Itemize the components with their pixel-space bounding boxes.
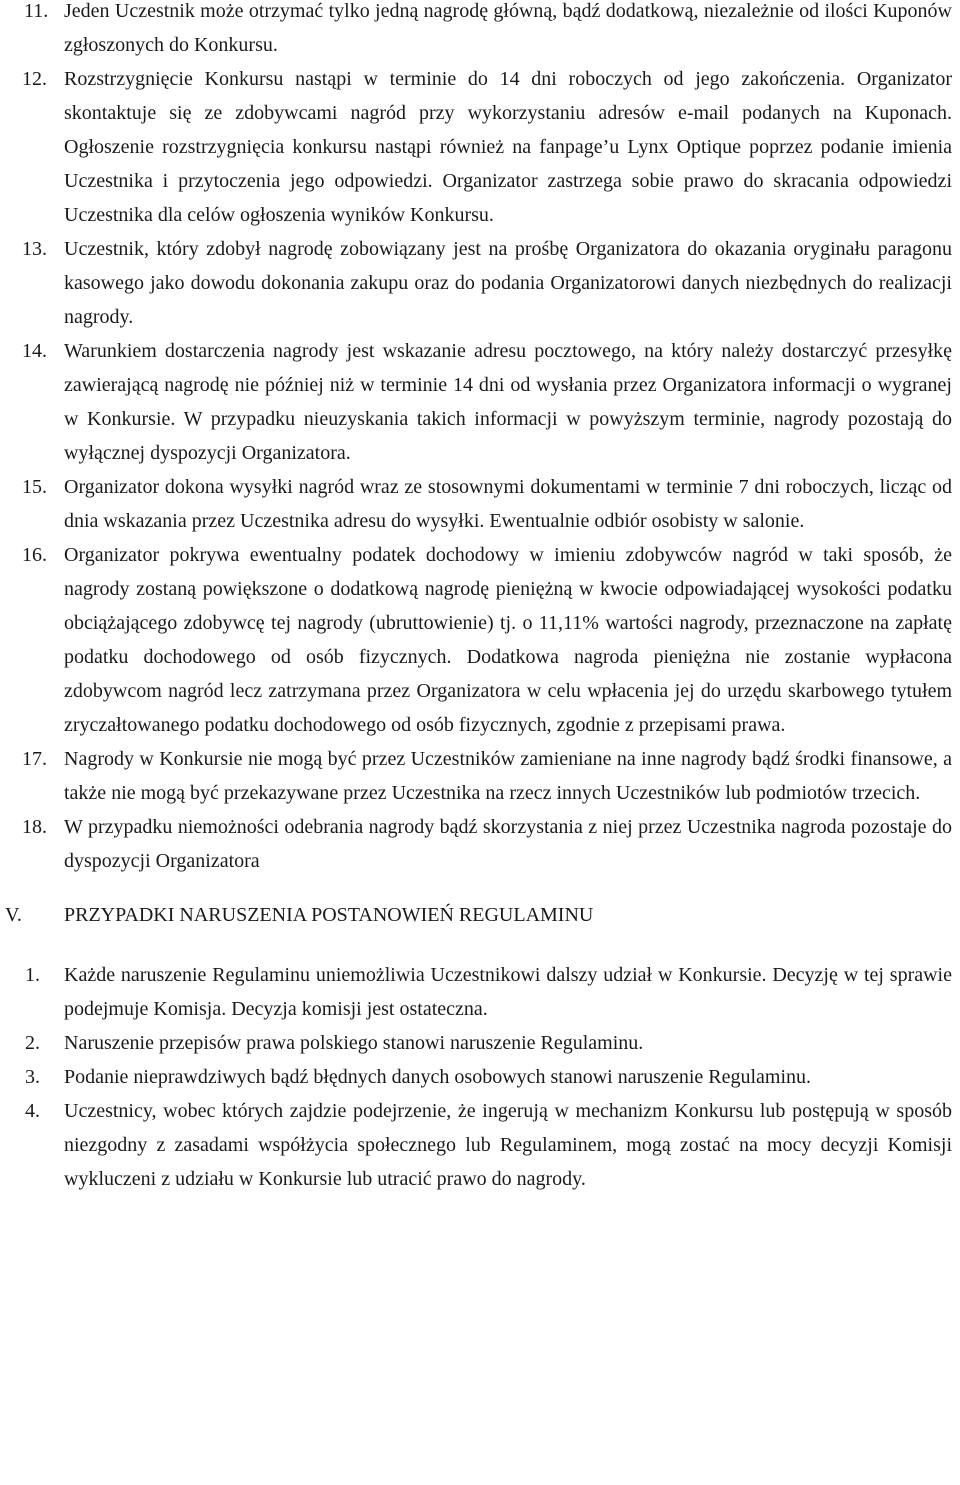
rule-text: Rozstrzygnięcie Konkursu nastąpi w terminie do 14 dni roboczych od jego zakończenia. Organizator skontaktuje się ze zdobywcami nagród przy wykorzystaniu adresów e-mail podanych na Kuponach. Ogłoszenie rozstrzygnięcia konkursu nastąpi również na fanpage’u Lynx Optique poprzez podanie imienia Uczestnika i przytoczenia jego odpowiedzi. Organizator zastrzega sobie prawo do skracania odpowiedzi Uczestnika dla celów ogłoszenia wyników Konkursu. [64, 68, 952, 226]
rule-item-18 [0, 810, 952, 878]
rule-text: Warunkiem dostarczenia nagrody jest wskazanie adresu pocztowego, na który należy dostarczyć przesyłkę zawierającą nagrodę nie później niż w terminie 14 dni od wysłania przez Organizatora informacji o wygranej w Konkursie. W przypadku nieuzyskania takich informacji w powyższym terminie, nagrody pozostają do wyłącznej dyspozycji Organizatora. [64, 340, 952, 464]
rule-text: Organizator dokona wysyłki nagród wraz ze stosownymi dokumentami w terminie 7 dni roboczych, licząc od dnia wskazania przez Uczestnika adresu do wysyłki. Ewentualnie odbiór osobisty w salonie. [64, 476, 952, 532]
rule-item-15 [0, 470, 952, 538]
rule-number: 17. [22, 748, 47, 770]
rule-text: Organizator pokrywa ewentualny podatek dochodowy w imieniu zdobywców nagród w taki sposób, że nagrody zostaną powiększone o dodatkową nagrodę pieniężną w kwocie odpowiadającej wysokości podatku obciążającego zdobywcę tej nagrody (ubruttowienie) tj. o 11,11% wartości nagrody, przeznaczone na zapłatę podatku dochodowego od osób fizycznych. Dodatkowa nagroda pieniężna nie zostanie wypłacona zdobywcom nagród lecz zatrzymana przez Organizatora w celu wpłacenia jej do urzędu skarbowego tytułem zryczałtowanego podatku dochodowego od osób fizycznych, zgodnie z przepisami prawa. [64, 544, 952, 736]
violation-item-3 [0, 1060, 952, 1094]
violation-item-1 [0, 958, 952, 1026]
rule-item-14 [0, 334, 952, 470]
rule-number: 2. [25, 1032, 40, 1054]
rule-text: Każde naruszenie Regulaminu uniemożliwia Uczestnikowi dalszy udział w Konkursie. Decyzję w tej sprawie podejmuje Komisja. Decyzja komisji jest ostateczna. [64, 964, 952, 1020]
rule-text: Jeden Uczestnik może otrzymać tylko jedną nagrodę główną, bądź dodatkową, niezależnie od ilości Kuponów zgłoszonych do Konkursu. [64, 0, 952, 56]
rule-text: Podanie nieprawdziwych bądź błędnych danych osobowych stanowi naruszenie Regulaminu. [64, 1066, 812, 1088]
rule-number: 15. [22, 476, 47, 498]
rule-number: 14. [22, 340, 47, 362]
rule-number: 12. [22, 68, 47, 90]
rule-number: 16. [22, 544, 47, 566]
rule-number: 18. [22, 816, 47, 838]
violation-item-4 [0, 1094, 952, 1196]
rule-number: 4. [25, 1100, 40, 1122]
rule-item-11 [0, 0, 952, 62]
section-title: PRZYPADKI NARUSZENIA POSTANOWIEŃ REGULAMINU [64, 904, 594, 926]
rule-text: Nagrody w Konkursie nie mogą być przez Uczestników zamieniane na inne nagrody bądź środki finansowe, a także nie mogą być przekazywane przez Uczestnika na rzecz innych Uczestników lub podmiotów trzecich. [64, 748, 952, 804]
section-number: V. [5, 904, 22, 926]
violation-item-2 [0, 1026, 952, 1060]
rule-text: W przypadku niemożności odebrania nagrody bądź skorzystania z niej przez Uczestnika nagroda pozostaje do dyspozycji Organizatora [64, 816, 952, 872]
rule-item-17 [0, 742, 952, 810]
rule-text: Uczestnik, który zdobył nagrodę zobowiązany jest na prośbę Organizatora do okazania oryginału paragonu kasowego jako dowodu dokonania zakupu oraz do podania Organizatorowi danych niezbędnych do realizacji nagrody. [64, 238, 952, 328]
rule-text: Naruszenie przepisów prawa polskiego stanowi naruszenie Regulaminu. [64, 1032, 644, 1054]
rule-number: 3. [25, 1066, 40, 1088]
rule-item-13 [0, 232, 952, 334]
section-heading [0, 898, 952, 932]
rule-text: Uczestnicy, wobec których zajdzie podejrzenie, że ingerują w mechanizm Konkursu lub postępują w sposób niezgodny z zasadami współżycia społecznego lub Regulaminem, mogą zostać na mocy decyzji Komisji wykluczeni z udziału w Konkursie lub utracić prawo do nagrody. [64, 1100, 952, 1190]
rule-item-16 [0, 538, 952, 742]
rule-number: 11. [24, 0, 49, 22]
rule-number: 13. [22, 238, 47, 260]
rule-number: 1. [25, 964, 40, 986]
rule-item-12 [0, 62, 952, 232]
rules-list-violations [0, 958, 952, 1196]
